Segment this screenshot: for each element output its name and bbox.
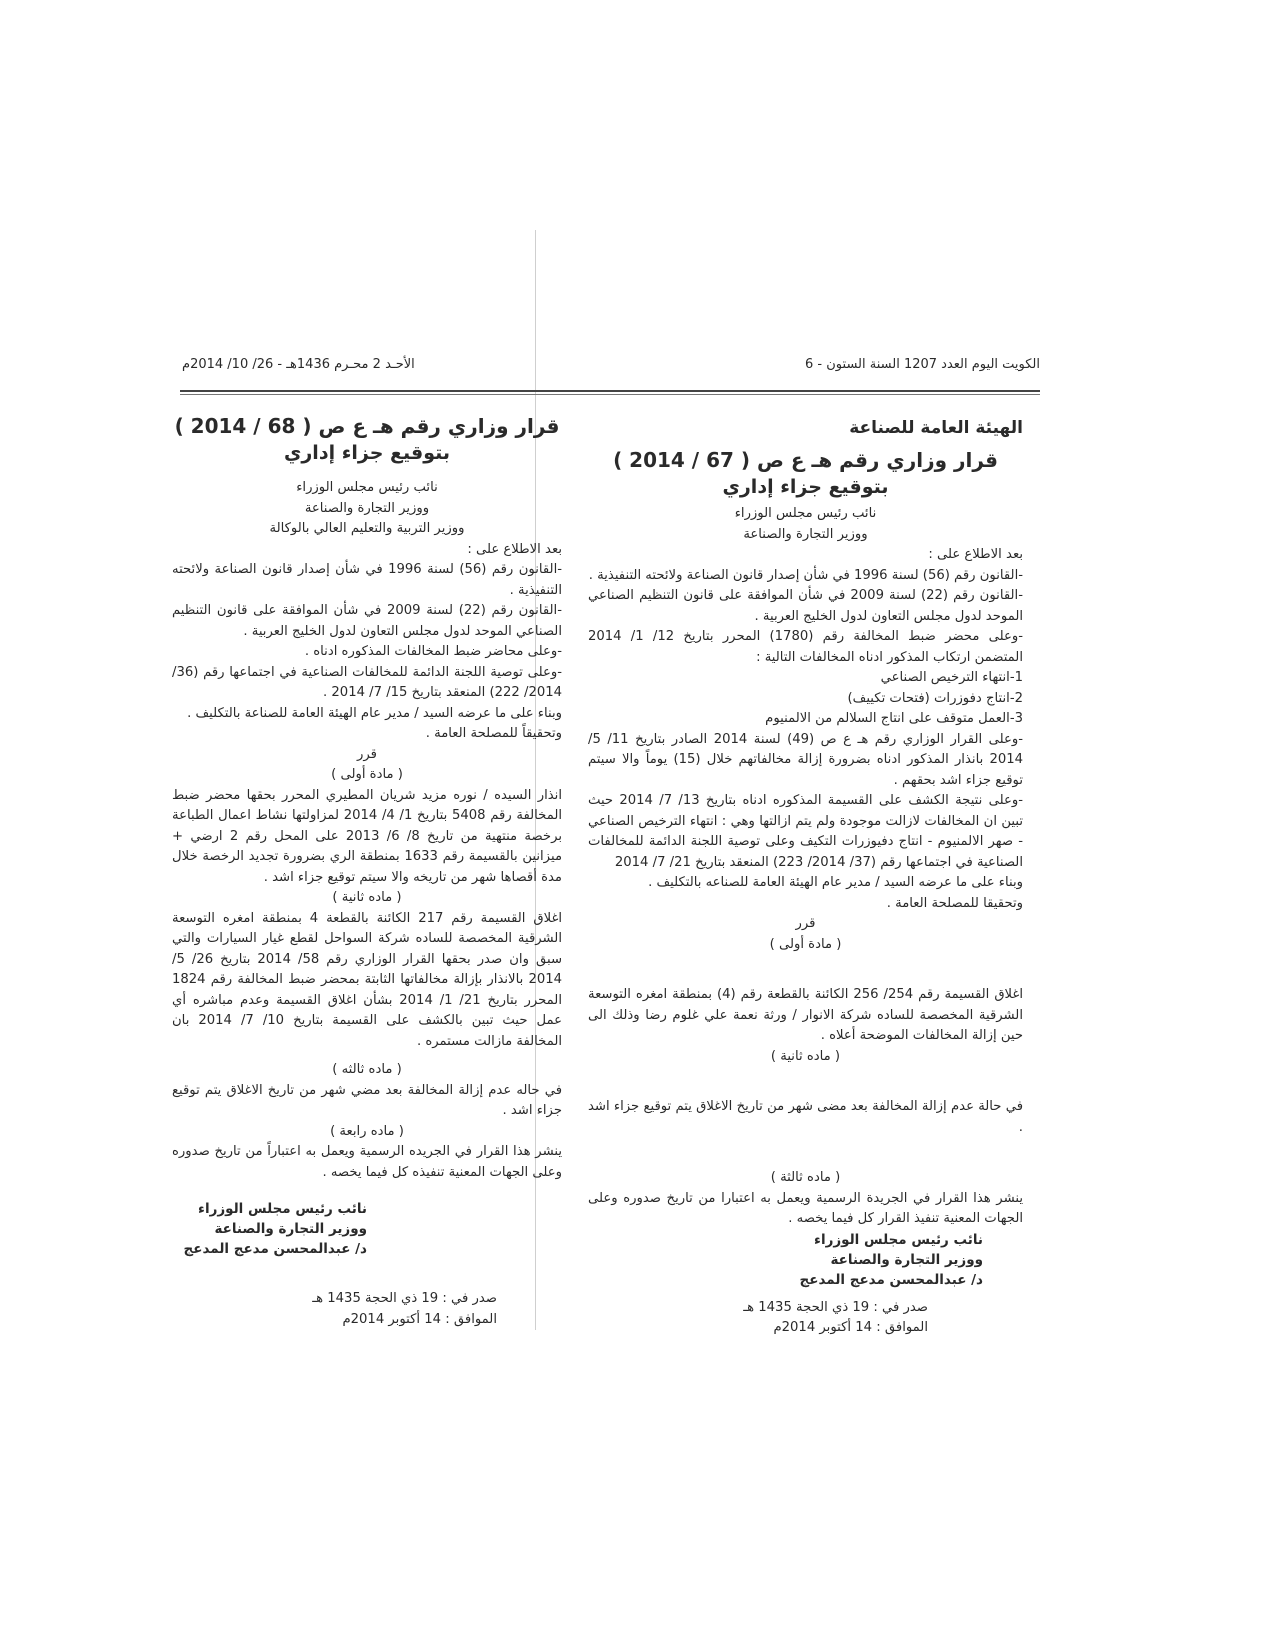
preamble-line: وتحقيقا للمصلحة العامة . <box>886 895 1023 911</box>
authority-line: نائب رئيس مجلس الوزراء <box>296 480 438 495</box>
header-date: الأحـد 2 محـرم 1436هـ - 26/ 10/ 2014م <box>182 357 415 372</box>
article-title: ( ماده ثانية ) <box>770 1048 841 1064</box>
signature-line: نائب رئيس مجلس الوزراء <box>814 1231 983 1248</box>
preamble-line: -وعلى محاضر ضبط المخالفات المذكوره ادناه . <box>304 644 562 659</box>
signature-line: ووزير التجارة والصناعة <box>214 1221 367 1237</box>
decided-heading: قرر <box>795 916 816 931</box>
article-text: اغلاق القسيمة رقم 254/ 256 الكائنة بالقطعة رقم (4) بمنطقة امغره التوسعة الشرقية المخصصة للساده شركة الانوار / ورثة نعمة علي غلوم رضا وذلك الى حين إزالة المخالفات الموضحة أعلاه . <box>588 987 1023 1043</box>
header-issue-info: الكويت اليوم العدد 1207 السنة الستون - 6 <box>805 357 1040 372</box>
signature-block <box>588 1230 983 1290</box>
decree-68-title: قرار وزاري رقم هـ ع ص ( 68 / 2014 ) <box>174 414 560 438</box>
decided-heading: قرر <box>357 746 377 762</box>
article-text: اغلاق القسيمة رقم 217 الكائنة بالقطعة 4 بمنطقة امغره التوسعة الشرقية المخصصة للساده شركة السواحل لقطع غيار السيارات والتي سبق وان صدر بحقها القرار الوزاري رقم 58/ 2014 بتاريخ 26/ 5/ 2014 بالانذار بإزالة مخالفاتها الثابتة بمحضر ضبط المخالفة رقم 1824 المحرر بتاريخ 21/ 1/ 2014 بشأن اغلاق القسيمة وعدم مباشره أي عمل حيث تبين بالكشف على القسيمة بتاريخ 10/ 7/ 2014 بان المخالفة مازالت مستمره . <box>172 910 563 1049</box>
authority-line: ووزير التجارة والصناعة <box>304 500 430 516</box>
article-text: في حاله عدم إزالة المخالفة بعد مضي شهر من تاريخ الاغلاق يتم توقيع جزاء اشد . <box>172 1082 562 1118</box>
signature-line: ووزير التجارة والصناعة <box>830 1251 983 1268</box>
preamble-line: -وعلى محضر ضبط المخالفة رقم (1780) المحرر بتاريخ 12/ 1/ 2014 المتضمن ارتكاب المذكور ادناه المخالفات التالية : <box>588 629 1023 665</box>
violation-item: 1-انتهاء الترخيص الصناعي <box>880 670 1023 685</box>
violation-item: 3-العمل متوقف على انتاج السلالم من الالمنيوم <box>765 711 1023 726</box>
preamble-line: -وعلى توصية اللجنة الدائمة للمخالفات الصناعية في اجتماعها رقم (36/ 2014/ 222) المنعقد بتاريخ 15/ 7/ 2014 . <box>172 664 562 700</box>
issue-date: صدر في : 19 ذي الحجة 1435 هـ <box>743 1299 928 1315</box>
preamble-line: -القانون رقم (56) لسنة 1996 في شأن إصدار قانون الصناعة ولائحته التنفيذية . <box>588 567 1023 583</box>
violation-item: 2-انتاج دفوزرات (فتحات تكييف) <box>847 690 1023 706</box>
issue-date: صدر في : 19 ذي الحجة 1435 هـ <box>312 1291 497 1306</box>
authority-line: نائب رئيس مجلس الوزراء <box>734 506 877 521</box>
decree-68-subtitle: بتوقيع جزاء إداري <box>283 442 451 464</box>
preamble-line: -القانون رقم (22) لسنة 2009 في شأن الموافقة على قانون التنظيم الصناعي الموحد لدول مجلس التعاون لدول الخليج العربية . <box>172 603 562 639</box>
article-title: ( مادة أولى ) <box>331 767 403 782</box>
article-text: ينشر هذا القرار في الجريده الرسمية ويعمل به اعتباراً من تاريخ صدوره وعلى الجهات المعنية تنفيذه كل فيما يخصه . <box>172 1144 562 1180</box>
preamble-line: -وعلى القرار الوزاري رقم هـ ع ص (49) لسنة 2014 الصادر بتاريخ 11/ 5/ 2014 بانذار المذكور ادناه بضرورة إزالة مخالفاتهم خلال (15) يوماً والا سيتم توقيع جزاء اشد بحقهم . <box>588 731 1024 788</box>
article-text: انذار السيده / نوره مزيد شريان المطيري المحرر بحقها محضر ضبط المخالفة رقم 5408 بتاريخ 1/ 4/ 2014 لمزاولتها نشاط اعمال الطباعة برخصة منتهية من تاريخ 8/ 6/ 2013 على المحل رقم 2 ارضي + ميزانين بالقسيمة رقم 1633 بمنطقة الري بضرورة تجديد الرخصة خلال مدة أقصاها شهر من تاريخه والا سيتم توقيع جزاء اشد . <box>172 787 563 885</box>
signature-block <box>172 1199 367 1259</box>
decree-67-subtitle: بتوقيع جزاء إداري <box>722 476 889 498</box>
preamble-line: وبناء على ما عرضه السيد / مدير عام الهيئة العامة للصناعة بالتكليف . <box>187 705 562 721</box>
preamble-line: وتحقيقاً للمصلحة العامة . <box>425 726 562 741</box>
preamble-line: بعد الاطلاع على : <box>928 547 1023 562</box>
signature-name: د/ عبدالمحسن مدعج المدعج <box>799 1271 983 1288</box>
issue-date-gregorian: الموافق : 14 أكتوبر 2014م <box>342 1311 497 1327</box>
preamble-line: -القانون رقم (22) لسنة 2009 في شأن الموافقة على قانون التنظيم الصناعي الموحد لدول مجلس التعاون لدول الخليج العربية . <box>588 588 1023 624</box>
article-title: ( ماده ثالثة ) <box>770 1170 841 1185</box>
preamble-line: وبناء على ما عرضه السيد / مدير عام الهيئة العامة للصناعه بالتكليف . <box>648 875 1023 890</box>
preamble-line: بعد الاطلاع على : <box>467 541 562 557</box>
signature-name: د/ عبدالمحسن مدعج المدعج <box>183 1241 367 1257</box>
preamble-line: -القانون رقم (56) لسنة 1996 في شأن إصدار قانون الصناعة ولائحته التنفيذية . <box>172 562 562 598</box>
authority-line: ووزير التربية والتعليم العالي بالوكالة <box>269 521 465 536</box>
article-title: ( ماده ثانية ) <box>332 890 402 905</box>
decree-68-column <box>172 412 562 1330</box>
decree-67-title: قرار وزاري رقم هـ ع ص ( 67 / 2014 ) <box>613 448 998 472</box>
article-text: ينشر هذا القرار في الجريدة الرسمية ويعمل به اعتبارا من تاريخ صدوره وعلى الجهات المعنية تنفيذ القرار كل فيما يخصه . <box>588 1190 1023 1226</box>
issue-date-gregorian: الموافق : 14 أكتوبر 2014م <box>773 1320 928 1335</box>
agency-name: الهيئة العامة للصناعة <box>849 418 1023 438</box>
header-rule-thin <box>180 394 1040 395</box>
article-title: ( ماده رابعة ) <box>330 1123 404 1139</box>
article-title: ( مادة أولى ) <box>769 936 842 952</box>
header-rule <box>180 390 1040 392</box>
preamble-line: -وعلى نتيجة الكشف على القسيمة المذكوره ادناه بتاريخ 13/ 7/ 2014 حيث تبين ان المخالفات لازالت موجودة ولم يتم ازالتها وهي : انتهاء الترخيص الصناعي - صهر الالمنيوم - انتاج دفيوزرات التكيف وعلى توصية اللجنة الدائمة للمخالفات الصناعية في اجتماعها رقم (37/ 2014/ 223) المنعقد بتاريخ 21/ 7/ 2014 <box>588 793 1023 870</box>
signature-line: نائب رئيس مجلس الوزراء <box>198 1201 367 1217</box>
decree-67-column <box>588 418 1023 1339</box>
article-text: في حالة عدم إزالة المخالفة بعد مضى شهر من تاريخ الاغلاق يتم توقيع جزاء اشد . <box>588 1099 1023 1135</box>
authority-line: ووزير التجارة والصناعة <box>743 526 868 542</box>
article-title: ( ماده ثالثه ) <box>332 1062 402 1077</box>
